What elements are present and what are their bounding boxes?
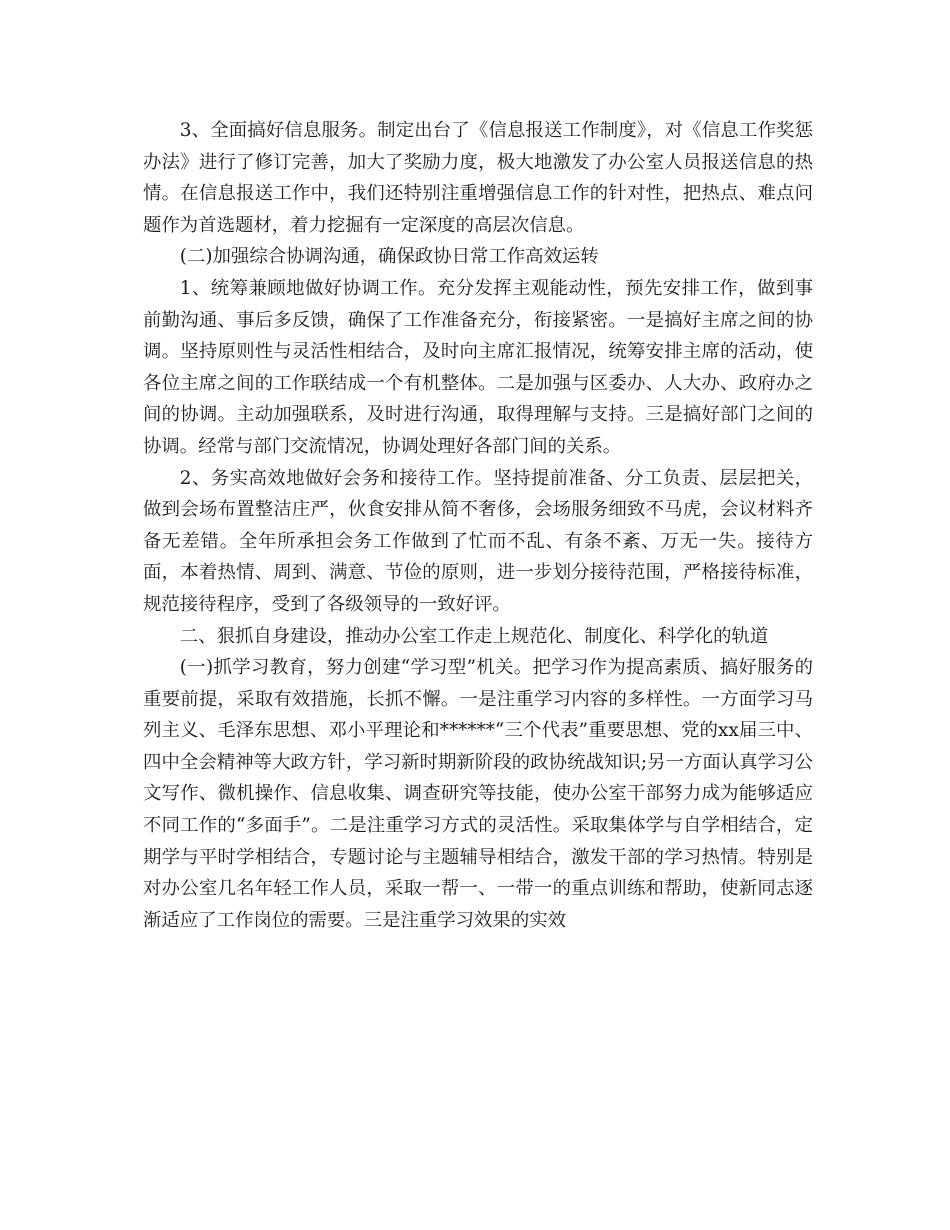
document-page [143, 115, 813, 936]
paragraph-info-service: 3、全面搞好信息服务。制定出台了《信息报送工作制度》，对《信息工作奖惩办法》进行了修订完善，加大了奖励力度，极大地激发了办公室人员报送信息的热情。在信息报送工作中，我们还特别注重增强信息工作的针对性，把热点、难点问题作为首选题材，着力挖掘有一定深度的高层次信息。 [143, 120, 813, 236]
section-heading-self-building: 二、狠抓自身建设，推动办公室工作走上规范化、制度化、科学化的轨道 [179, 625, 769, 647]
paragraph-meetings-reception: 2、务实高效地做好会务和接待工作。坚持提前准备、分工负责、层层把关，做到会场布置整洁庄严，伙食安排从简不奢侈，会场服务细致不马虎，会议材料齐备无差错。全年所承担会务工作做到了忙而不乱、有条不紊、万无一失。接待方面，本着热情、周到、满意、节俭的原则，进一步划分接待范围，严格接待标准，规范接待程序，受到了各级领导的一致好评。 [143, 467, 813, 615]
paragraph-learning-education: (一)抓学习教育，努力创建“学习型”机关。把学习作为提高素质、搞好服务的重要前提，采取有效措施，长抓不懈。一是注重学习内容的多样性。一方面学习马列主义、毛泽东思想、邓小平理论和******“三个代表”重要思想、党的xx届三中、四中全会精神等大政方针，学习新时期新阶段的政协统战知识;另一方面认真学习公文写作、微机操作、信息收集、调查研究等技能，使办公室干部努力成为能够适应不同工作的“多面手”。二是注重学习方式的灵活性。采取集体学与自学相结合，定期学与平时学相结合，专题讨论与主题辅导相结合，激发干部的学习热情。特别是对办公室几名年轻工作人员，采取一帮一、一带一的重点训练和帮助，使新同志逐渐适应了工作岗位的需要。三是注重学习效果的实效 [143, 657, 813, 931]
paragraph-coordination-work: 1、统筹兼顾地做好协调工作。充分发挥主观能动性，预先安排工作，做到事前勤沟通、事后多反馈，确保了工作准备充分，衔接紧密。一是搞好主席之间的协调。坚持原则性与灵活性相结合，及时向主席汇报情况，统筹安排主席的活动，使各位主席之间的工作联结成一个有机整体。二是加强与区委办、人大办、政府办之间的协调。主动加强联系，及时进行沟通，取得理解与支持。三是搞好部门之间的协调。经常与部门交流情况，协调处理好各部门间的关系。 [143, 277, 813, 457]
subheading-coordination: (二)加强综合协调沟通，确保政协日常工作高效运转 [179, 246, 599, 268]
